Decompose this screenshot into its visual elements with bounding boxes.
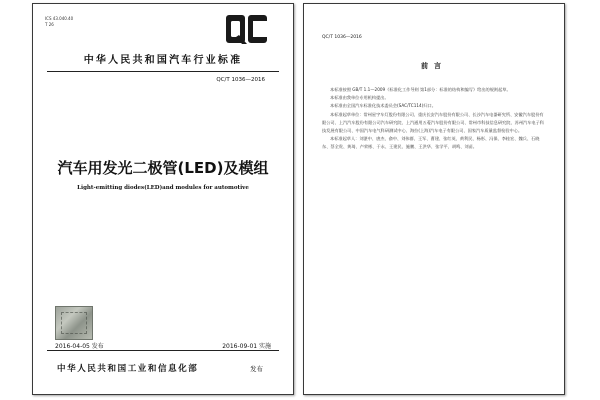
foreword-heading: 前言 (421, 61, 447, 70)
ccs-code: T 26 (45, 22, 54, 27)
qc-logo (225, 13, 269, 45)
document-title-cn: 汽车用发光二极管(LED)及模组 (57, 159, 269, 177)
foreword-paragraph: 本标准由我单位专用机构提出。 (330, 95, 389, 101)
foreword-paragraph: 本标准按照 GB/T 1.1—2009《标准化工作导则 第1部分：标准的结构和编写》给出的规则起草。 (330, 87, 511, 92)
ics-code: ICS 43.040.40 (45, 16, 74, 21)
foreword-paragraph: 本标准由全国汽车标准化技术委员会(SAC/TC114)归口。 (330, 103, 436, 109)
foreword-page (303, 3, 565, 395)
standard-category-title: 中华人民共和国汽车行业标准 (83, 55, 243, 66)
ics-classification (45, 16, 73, 28)
publisher-name: 中华人民共和国工业和信息化部 (57, 364, 199, 374)
bottom-divider (47, 350, 279, 351)
publisher-suffix: 发布 (250, 365, 263, 373)
standard-code: QC/T 1036—2016 (216, 77, 265, 83)
document-title-en: Light-emitting diodes(LED)and modules for automotive (77, 185, 249, 191)
foreword-paragraph: 本标准起草单位：常州星宇车灯股份有限公司、重庆长安汽车股份有限公司、长沙汽车电器研究所、安徽汽车股份有限公司、上汽汽车股份有限公司汽车研究院、上汽通用五菱汽车股份有限公司、常州市科技信息研究院、苏州汽车电子科技发展有限公司、中国汽车电气科研测试中心、海拉(上海)汽车电子有限公司、国家汽车质量监督检验中心。 (322, 111, 544, 134)
anti-counterfeit-stamp (55, 306, 93, 340)
foreword-paragraph: 本标准起草人：刘湛中、唐杰、俞中、刘伟群、王军、曹建、张红英、黄利民、杨彤、冯保、李桂宏、魏兵、石晓东、蔡全贵、黄琦、卢荣彬、于永、王建民、施鹏、王洪华、张学平、胡鸣、刘苗。 (322, 136, 540, 150)
implement-date: 2016-09-01 实施 (222, 343, 271, 350)
top-divider (47, 71, 279, 72)
qc-logo-icon (225, 13, 269, 45)
issue-date: 2016-04-05 发布 (55, 343, 104, 350)
cover-page (32, 3, 294, 395)
foreword-standard-code: QC/T 1036—2016 (322, 35, 362, 40)
foreword-body (322, 86, 546, 152)
